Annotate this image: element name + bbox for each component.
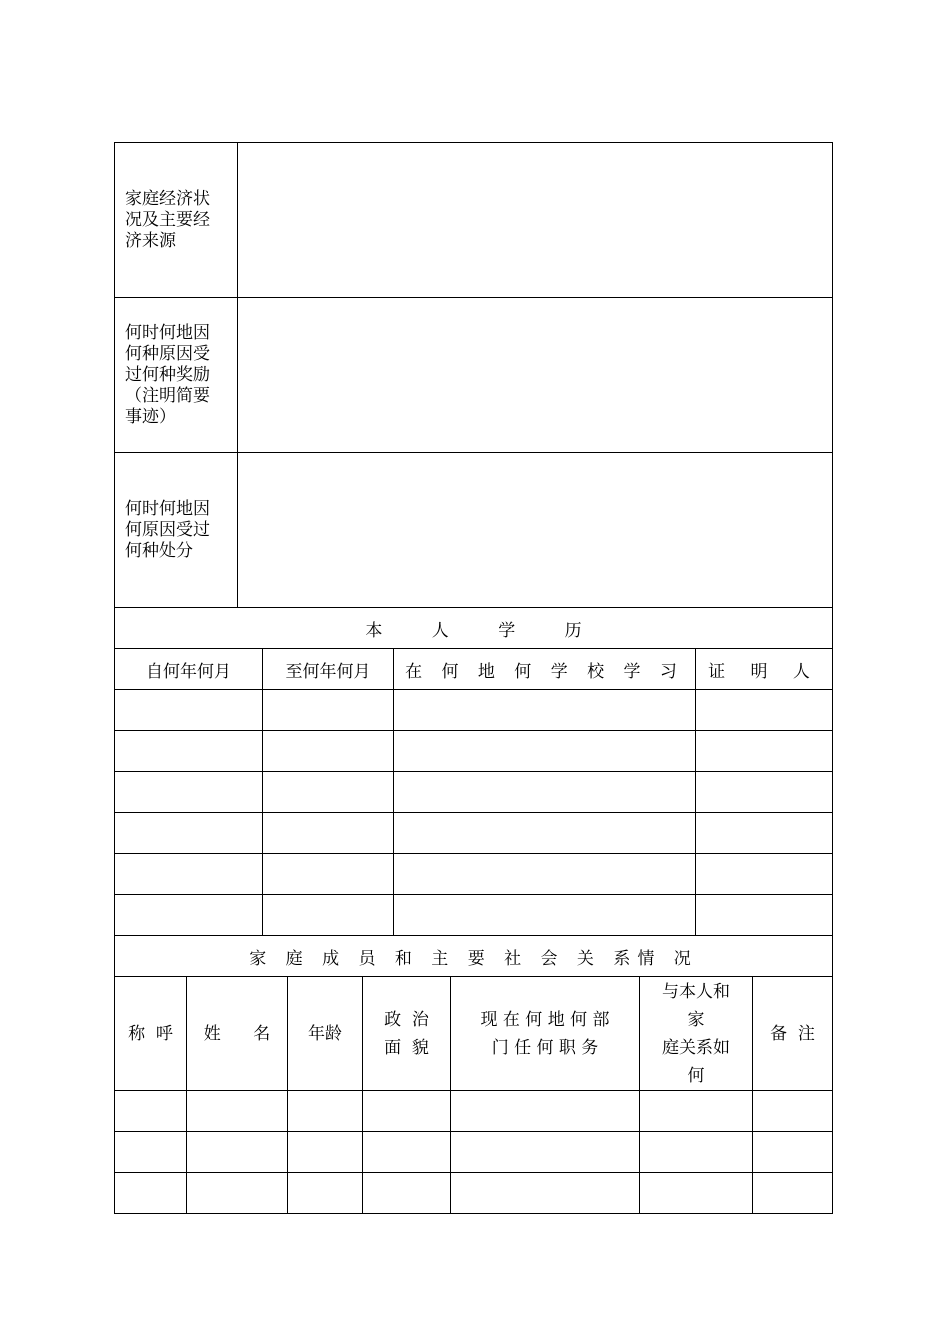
education-header-row bbox=[115, 649, 833, 690]
edu-cell-witness[interactable] bbox=[696, 731, 833, 772]
edu-cell-to[interactable] bbox=[263, 895, 394, 936]
rel-cell[interactable] bbox=[640, 1132, 753, 1173]
rel-cell[interactable] bbox=[363, 1091, 451, 1132]
rel-cell[interactable] bbox=[187, 1173, 288, 1214]
edu-cell-to[interactable] bbox=[263, 854, 394, 895]
rel-cell[interactable] bbox=[115, 1173, 187, 1214]
edu-cell-school[interactable] bbox=[394, 813, 696, 854]
edu-cell-school[interactable] bbox=[394, 895, 696, 936]
edu-cell-from[interactable] bbox=[115, 813, 263, 854]
rel-header-name: 姓 名 bbox=[187, 977, 288, 1091]
rel-header-political: 政 治 面 貌 bbox=[363, 977, 451, 1091]
edu-cell-from[interactable] bbox=[115, 772, 263, 813]
edu-cell-to[interactable] bbox=[263, 813, 394, 854]
economy-field[interactable] bbox=[238, 143, 833, 298]
edu-cell-to[interactable] bbox=[263, 772, 394, 813]
rel-header-relationship: 与本人和 家 庭关系如 何 bbox=[640, 977, 753, 1091]
education-row bbox=[115, 895, 833, 936]
punishments-field[interactable] bbox=[238, 453, 833, 608]
edu-cell-to[interactable] bbox=[263, 690, 394, 731]
registration-form bbox=[114, 142, 832, 1214]
rel-cell[interactable] bbox=[451, 1132, 640, 1173]
rel-cell[interactable] bbox=[288, 1132, 363, 1173]
education-title-row bbox=[115, 608, 833, 649]
edu-header-witness: 证 明 人 bbox=[696, 649, 833, 690]
relations-row bbox=[115, 1091, 833, 1132]
rel-cell[interactable] bbox=[115, 1091, 187, 1132]
punishments-label: 何时何地因 何原因受过 何种处分 bbox=[115, 453, 238, 608]
edu-cell-witness[interactable] bbox=[696, 690, 833, 731]
edu-cell-from[interactable] bbox=[115, 690, 263, 731]
edu-cell-from[interactable] bbox=[115, 854, 263, 895]
rel-cell[interactable] bbox=[640, 1091, 753, 1132]
rel-cell[interactable] bbox=[753, 1091, 833, 1132]
info-row-punishments bbox=[115, 453, 833, 608]
info-row-economy bbox=[115, 143, 833, 298]
rel-cell[interactable] bbox=[640, 1173, 753, 1214]
education-row bbox=[115, 772, 833, 813]
awards-label: 何时何地因 何种原因受 过何种奖励 （注明简要 事迹） bbox=[115, 298, 238, 453]
rel-header-title: 称 呼 bbox=[115, 977, 187, 1091]
edu-cell-school[interactable] bbox=[394, 854, 696, 895]
edu-header-school: 在 何 地 何 学 校 学 习 bbox=[394, 649, 696, 690]
relations-table bbox=[114, 935, 833, 1214]
education-row bbox=[115, 854, 833, 895]
relations-title: 家 庭 成 员 和 主 要 社 会 关 系情 况 bbox=[249, 948, 698, 969]
rel-header-age: 年龄 bbox=[288, 977, 363, 1091]
rel-cell[interactable] bbox=[187, 1132, 288, 1173]
rel-cell[interactable] bbox=[288, 1173, 363, 1214]
edu-header-from: 自何年何月 bbox=[115, 649, 263, 690]
edu-cell-from[interactable] bbox=[115, 731, 263, 772]
economy-label: 家庭经济状 况及主要经 济来源 bbox=[115, 143, 238, 298]
education-table bbox=[114, 607, 833, 936]
edu-cell-witness[interactable] bbox=[696, 854, 833, 895]
edu-cell-witness[interactable] bbox=[696, 813, 833, 854]
education-title: 本 人 学 历 bbox=[365, 620, 582, 641]
edu-cell-school[interactable] bbox=[394, 690, 696, 731]
rel-header-workplace: 现 在 何 地 何 部 门 任 何 职 务 bbox=[451, 977, 640, 1091]
education-row bbox=[115, 690, 833, 731]
edu-cell-to[interactable] bbox=[263, 731, 394, 772]
rel-cell[interactable] bbox=[363, 1173, 451, 1214]
rel-cell[interactable] bbox=[753, 1132, 833, 1173]
edu-cell-school[interactable] bbox=[394, 772, 696, 813]
info-table bbox=[114, 142, 833, 608]
rel-cell[interactable] bbox=[451, 1173, 640, 1214]
rel-cell[interactable] bbox=[288, 1091, 363, 1132]
rel-cell[interactable] bbox=[115, 1132, 187, 1173]
edu-cell-witness[interactable] bbox=[696, 772, 833, 813]
edu-cell-witness[interactable] bbox=[696, 895, 833, 936]
relations-row bbox=[115, 1132, 833, 1173]
rel-cell[interactable] bbox=[451, 1091, 640, 1132]
edu-cell-from[interactable] bbox=[115, 895, 263, 936]
rel-cell[interactable] bbox=[753, 1173, 833, 1214]
relations-header-row bbox=[115, 977, 833, 1091]
education-row bbox=[115, 731, 833, 772]
rel-cell[interactable] bbox=[363, 1132, 451, 1173]
awards-field[interactable] bbox=[238, 298, 833, 453]
rel-cell[interactable] bbox=[187, 1091, 288, 1132]
relations-title-row bbox=[115, 936, 833, 977]
edu-header-to: 至何年何月 bbox=[263, 649, 394, 690]
education-row bbox=[115, 813, 833, 854]
info-row-awards bbox=[115, 298, 833, 453]
relations-row bbox=[115, 1173, 833, 1214]
rel-header-remarks: 备 注 bbox=[753, 977, 833, 1091]
edu-cell-school[interactable] bbox=[394, 731, 696, 772]
